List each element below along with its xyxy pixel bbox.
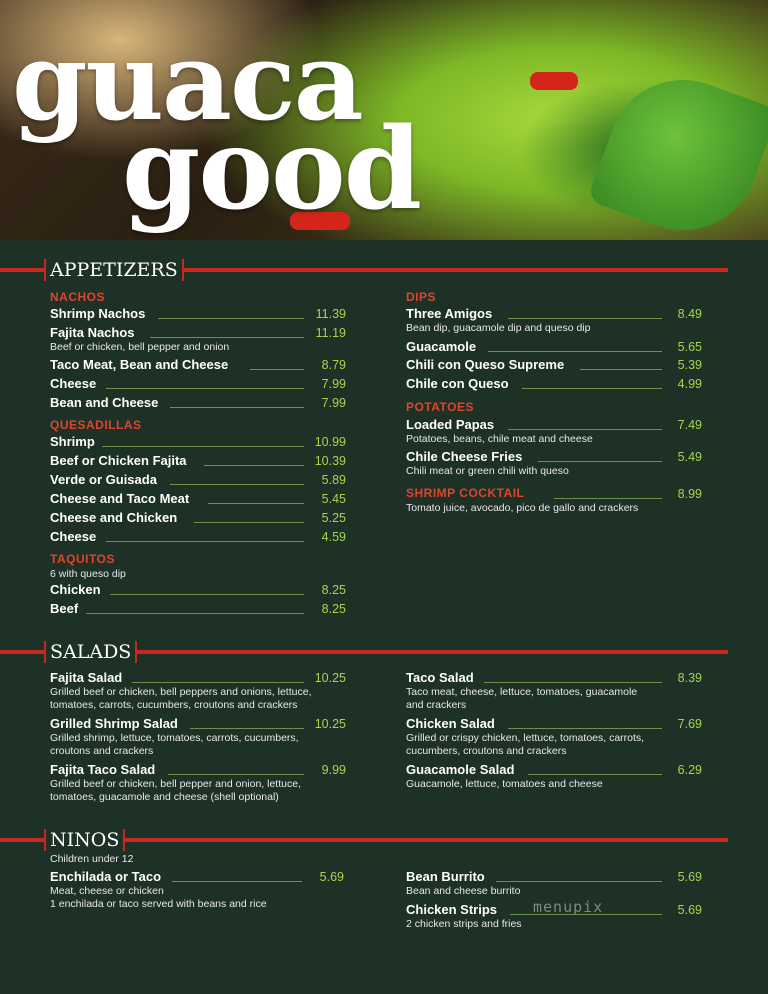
- item-name: Beef: [50, 601, 79, 616]
- item-price: 10.25: [314, 717, 346, 731]
- item-description: and crackers: [406, 699, 467, 711]
- menu-item: [50, 472, 157, 488]
- item-description: Bean and cheese burrito: [406, 885, 521, 897]
- menu-item: [406, 670, 637, 712]
- menu-item: [50, 325, 229, 354]
- item-description: tomatoes, guacamole and cheese (shell optional): [50, 791, 279, 803]
- leader-line: [496, 881, 662, 882]
- item-price: 11.19: [315, 326, 346, 340]
- item-price: 7.99: [321, 377, 346, 391]
- menu-item: [50, 582, 101, 598]
- leader-line: [508, 429, 662, 430]
- item-price: 4.59: [321, 530, 346, 544]
- item-price: 8.99: [677, 487, 702, 501]
- item-price: 5.69: [677, 903, 702, 917]
- menu-item: [50, 601, 78, 617]
- menu-item: [406, 339, 476, 355]
- category-taquitos: TAQUITOS: [50, 552, 115, 566]
- leader-line: [158, 318, 304, 319]
- category-subtitle: 6 with queso dip: [50, 568, 126, 580]
- item-name: Shrimp: [50, 434, 95, 449]
- cilantro-leaf: [587, 59, 768, 240]
- item-price: 9.99: [321, 763, 346, 777]
- menu-item: [406, 306, 590, 335]
- item-price: 10.25: [314, 671, 346, 685]
- leader-line: [86, 613, 304, 614]
- item-description: 2 chicken strips and fries: [406, 918, 522, 930]
- item-price: 8.79: [321, 358, 346, 372]
- menu-item: [50, 306, 145, 322]
- item-price: 5.39: [677, 358, 702, 372]
- category-nachos: NACHOS: [50, 290, 106, 304]
- item-name: Guacamole Salad: [406, 762, 515, 777]
- item-price: 5.89: [321, 473, 346, 487]
- section-title-salads: SALADS: [44, 641, 137, 663]
- hero-image: [0, 0, 768, 240]
- category-dips: DIPS: [406, 290, 437, 304]
- leader-line: [168, 774, 304, 775]
- leader-line: [488, 351, 662, 352]
- item-price: 5.69: [677, 870, 702, 884]
- item-description: Grilled beef or chicken, bell peppers and onions, lettuce,: [50, 686, 312, 698]
- item-price: 5.25: [321, 511, 346, 525]
- item-name: Loaded Papas: [406, 417, 495, 432]
- menu-item: [50, 869, 267, 911]
- item-name: Fajita Nachos: [50, 325, 135, 340]
- tomato-piece: [530, 72, 578, 90]
- item-name: Chili con Queso Supreme: [406, 357, 565, 372]
- item-name: Taco Salad: [406, 670, 474, 685]
- item-name: Taco Meat, Bean and Cheese: [50, 357, 229, 372]
- logo-word-1: guaca: [12, 19, 362, 145]
- item-price: 8.49: [677, 307, 702, 321]
- item-name: Fajita Taco Salad: [50, 762, 156, 777]
- category-quesadillas: QUESADILLAS: [50, 418, 142, 432]
- item-name: Grilled Shrimp Salad: [50, 716, 178, 731]
- leader-line: [150, 337, 304, 338]
- leader-line: [204, 465, 304, 466]
- item-description: Tomato juice, avocado, pico de gallo and crackers: [406, 502, 639, 514]
- item-name: Fajita Salad: [50, 670, 123, 685]
- item-name: Chile Cheese Fries: [406, 449, 523, 464]
- item-description: croutons and crackers: [50, 745, 154, 757]
- category-shrimp-cocktail: SHRIMP COCKTAIL: [406, 486, 525, 500]
- leader-line: [508, 318, 662, 319]
- item-name: Bean Burrito: [406, 869, 485, 884]
- item-description: tomatoes, carrots, cucumbers, croutons and crackers: [50, 699, 298, 711]
- item-name: Enchilada or Taco: [50, 869, 162, 884]
- menu-item: [406, 449, 569, 478]
- item-name: Beef or Chicken Fajita: [50, 453, 187, 468]
- menu-item: [50, 529, 96, 545]
- item-price: 11.39: [315, 307, 346, 321]
- leader-line: [208, 503, 304, 504]
- leader-line: [172, 881, 302, 882]
- item-price: 8.25: [321, 583, 346, 597]
- item-price: 4.99: [677, 377, 702, 391]
- item-name: Chicken Strips: [406, 902, 498, 917]
- menu-item: [406, 762, 603, 791]
- item-description: Meat, cheese or chicken: [50, 885, 164, 897]
- leader-line: [102, 446, 304, 447]
- item-description: cucumbers, croutons and crackers: [406, 745, 567, 757]
- item-description: 1 enchilada or taco served with beans and rice: [50, 898, 267, 910]
- item-description: Grilled beef or chicken, bell pepper and onion, lettuce,: [50, 778, 301, 790]
- item-price: 7.49: [677, 418, 702, 432]
- leader-line: [508, 728, 662, 729]
- item-price: 8.39: [677, 671, 702, 685]
- menu-item: [50, 510, 177, 526]
- section-title-ninos: NINOS: [44, 829, 125, 851]
- leader-line: [554, 498, 662, 499]
- item-name: Chicken: [50, 582, 101, 597]
- menu-item: [406, 376, 509, 392]
- menu-item: [50, 716, 299, 758]
- item-description: Chili meat or green chili with queso: [406, 465, 569, 477]
- menu-item: [50, 670, 312, 712]
- item-price: 5.49: [677, 450, 702, 464]
- item-price: 5.45: [321, 492, 346, 506]
- item-price: 5.69: [319, 870, 344, 884]
- item-description: Grilled or crispy chicken, lettuce, tomatoes, carrots,: [406, 732, 645, 744]
- leader-line: [522, 388, 662, 389]
- leader-line: [190, 728, 304, 729]
- item-name: Bean and Cheese: [50, 395, 159, 410]
- item-name: Cheese and Taco Meat: [50, 491, 190, 506]
- menu-item: [406, 357, 564, 373]
- menu-item: [50, 376, 96, 392]
- item-price: 10.99: [314, 435, 346, 449]
- item-name: Guacamole: [406, 339, 477, 354]
- item-name: Chile con Queso: [406, 376, 509, 391]
- leader-line: [484, 682, 662, 683]
- item-price: 7.69: [677, 717, 702, 731]
- menu-item: [406, 869, 520, 898]
- section-subtitle: Children under 12: [50, 853, 134, 865]
- menu-item: [50, 762, 301, 804]
- watermark: menupix: [533, 898, 604, 916]
- menu-item: [50, 357, 228, 373]
- leader-line: [170, 484, 304, 485]
- item-name: Chicken Salad: [406, 716, 495, 731]
- item-name: Three Amigos: [406, 306, 493, 321]
- section-title-appetizers: APPETIZERS: [44, 259, 184, 281]
- item-name: Shrimp Nachos: [50, 306, 146, 321]
- item-description: Grilled shrimp, lettuce, tomatoes, carrots, cucumbers,: [50, 732, 299, 744]
- menu-item: [50, 395, 158, 411]
- menu-item: [406, 902, 522, 931]
- menu-item: [50, 491, 189, 507]
- item-description: Potatoes, beans, chile meat and cheese: [406, 433, 593, 445]
- leader-line: [170, 407, 304, 408]
- menu-item: [406, 417, 593, 446]
- item-price: 8.25: [321, 602, 346, 616]
- leader-line: [106, 541, 304, 542]
- leader-line: [528, 774, 662, 775]
- leader-line: [132, 682, 304, 683]
- leader-line: [580, 369, 662, 370]
- item-price: 7.99: [321, 396, 346, 410]
- item-price: 5.65: [677, 340, 702, 354]
- item-description: Guacamole, lettuce, tomatoes and cheese: [406, 778, 603, 790]
- leader-line: [194, 522, 304, 523]
- item-description: Taco meat, cheese, lettuce, tomatoes, guacamole: [406, 686, 638, 698]
- category-potatoes: POTATOES: [406, 400, 475, 414]
- item-price: 10.39: [314, 454, 346, 468]
- menu-item: [406, 716, 644, 758]
- logo-word-2: good: [122, 104, 421, 235]
- item-name: Cheese and Chicken: [50, 510, 178, 525]
- item-description: Bean dip, guacamole dip and queso dip: [406, 322, 591, 334]
- leader-line: [110, 594, 304, 595]
- menu-item: [50, 434, 95, 450]
- item-name: Cheese: [50, 529, 97, 544]
- item-name: Cheese: [50, 376, 97, 391]
- leader-line: [538, 461, 662, 462]
- item-description: Beef or chicken, bell pepper and onion: [50, 341, 230, 353]
- item-name: Verde or Guisada: [50, 472, 157, 487]
- menu-item: [50, 453, 187, 469]
- leader-line: [106, 388, 304, 389]
- item-price: 6.29: [677, 763, 702, 777]
